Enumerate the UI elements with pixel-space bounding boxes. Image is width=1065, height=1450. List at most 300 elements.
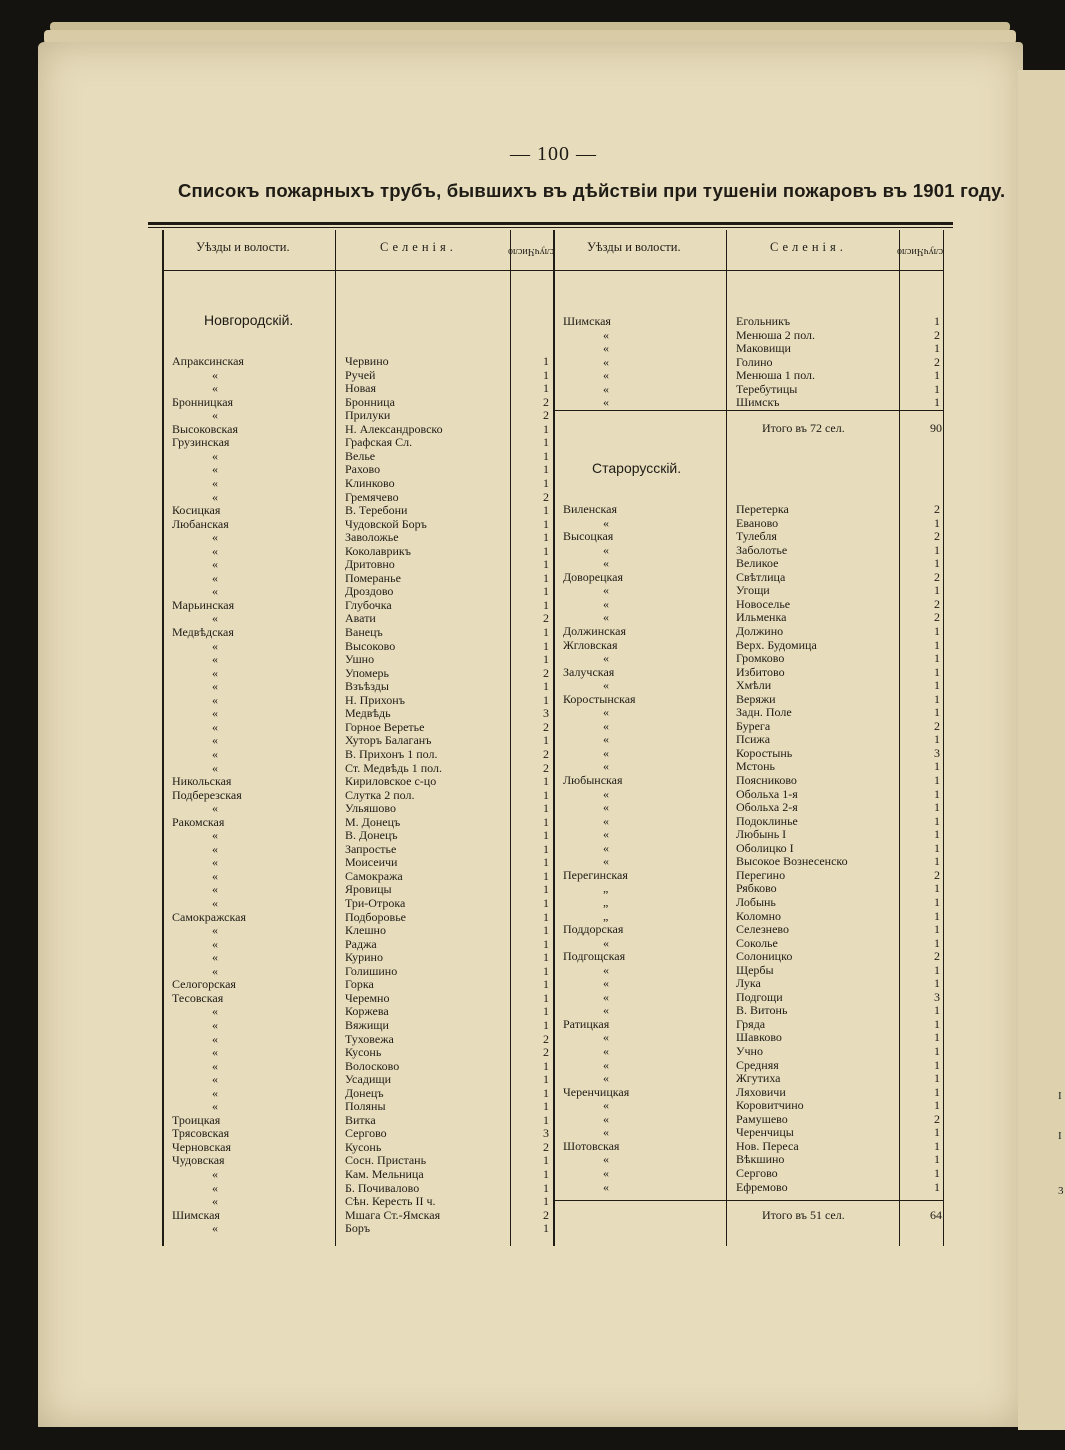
village-cell: Нов. Переса [736,1138,799,1153]
village-cell: М. Донецъ [345,814,401,829]
ditto-mark: « [212,733,218,748]
village-cell: Менюша 2 пол. [736,327,816,342]
count-cell: 1 [543,462,549,477]
district-cell: Шимская [172,1207,220,1222]
page-title: Списокъ пожарныхъ трубъ, бывшихъ въ дѣйствіи при тушеніи пожаровъ въ 1901 году. [178,180,1006,201]
ditto-mark: « [603,354,609,369]
ditto-mark: « [212,1099,218,1114]
village-cell: Лобынь [736,894,776,909]
count-cell: 1 [543,787,549,802]
table-border-right [943,230,944,1246]
ditto-mark: « [603,381,609,396]
village-cell: Заволожье [345,530,399,545]
ditto-mark: « [603,840,609,855]
village-cell: Ляховичи [736,1084,786,1099]
count-cell: 2 [543,408,549,423]
count-cell: 1 [934,759,940,774]
count-cell: 1 [934,381,940,396]
village-cell: Сергово [345,1126,387,1141]
ditto-mark: « [212,475,218,490]
ditto-mark: « [603,583,609,598]
village-cell: Запростье [345,841,397,856]
village-cell: Рябково [736,881,777,896]
ditto-mark: „ [603,908,609,923]
column-divider [899,230,900,1246]
ditto-mark: « [212,448,218,463]
count-cell: 1 [543,1004,549,1019]
ditto-mark: « [603,854,609,869]
village-cell: Верх. Будомица [736,637,817,652]
village-cell: Подгощи [736,989,783,1004]
ditto-mark: « [212,868,218,883]
village-cell: Раджа [345,936,377,951]
village-cell: Ульяшово [345,801,396,816]
count-cell: 1 [543,1017,549,1032]
count-cell: 1 [934,515,940,530]
village-cell: Коростынь [736,745,793,760]
village-cell: Бронница [345,394,395,409]
ditto-mark: « [212,1031,218,1046]
ditto-mark: « [212,557,218,572]
village-cell: Свѣтлица [736,569,786,584]
count-cell: 3 [934,989,940,1004]
total-value: 64 [930,1208,942,1222]
district-cell: Виленская [563,502,617,516]
count-cell: 1 [543,896,549,910]
count-cell: 1 [543,435,549,450]
count-cell: 1 [934,691,940,706]
village-cell: Дроздово [345,584,394,599]
count-cell: 1 [543,1085,549,1100]
village-cell: Боръ [345,1221,371,1236]
count-cell: 1 [934,854,940,869]
count-cell: 2 [543,746,549,761]
total-label: Итого въ 51 сел. [762,1208,845,1222]
village-cell: Коколаврикъ [345,543,411,558]
count-cell: 1 [934,1003,940,1018]
district-cell: Апраксинская [172,354,244,368]
count-cell: 2 [543,665,549,680]
count-cell: 1 [934,1071,940,1086]
count-cell: 2 [543,1031,549,1046]
count-cell: 2 [934,327,940,342]
count-cell: 1 [543,503,549,518]
village-cell: Курино [345,950,383,965]
village-cell: Н. Александровско [345,421,443,436]
village-cell: Псижа [736,732,771,747]
ditto-mark: « [603,395,609,410]
ditto-mark: « [212,1058,218,1073]
village-cell: Упомерь [345,665,390,680]
header-count-line2: случ. [532,245,554,257]
ditto-mark: « [212,828,218,843]
count-cell: 1 [543,855,549,870]
header-village: Селенія. [380,240,457,254]
district-cell: Шотовская [563,1138,620,1153]
count-cell: 1 [934,705,940,720]
ditto-mark: « [212,801,218,816]
village-cell: Сергово [736,1165,778,1180]
facing-page-edge [1018,70,1065,1430]
ditto-mark: « [603,1057,609,1072]
ditto-mark: « [212,719,218,734]
ditto-mark: « [212,381,218,396]
ditto-mark: « [603,800,609,815]
ditto-mark: « [212,679,218,694]
village-cell: Подоклинье [736,813,798,828]
ditto-mark: « [212,896,218,910]
village-cell: В. Витонь [736,1003,788,1018]
count-cell: 2 [934,867,940,882]
ditto-mark: « [603,556,609,571]
village-cell: Ушно [345,652,375,667]
count-cell: 1 [934,314,940,328]
district-cell: Черновская [172,1139,231,1154]
village-cell: Обольха 1-я [736,786,798,801]
ditto-mark: « [212,1072,218,1087]
ditto-mark: « [212,1004,218,1019]
count-cell: 1 [934,1179,940,1194]
village-cell: Перегино [736,867,786,882]
ditto-mark: « [212,855,218,870]
village-cell: Н. Прихонъ [345,692,405,707]
village-cell: Ефремово [736,1179,788,1194]
village-cell: Горное Веретье [345,719,425,734]
village-cell: Рахово [345,462,381,477]
village-cell: Бурега [736,718,771,733]
count-cell: 2 [934,529,940,544]
count-cell: 1 [543,543,549,558]
count-cell: 1 [934,786,940,801]
ditto-mark: « [603,1152,609,1167]
village-cell: Избитово [736,664,785,679]
district-cell: Никольская [172,774,232,789]
village-cell: Кусонь [345,1139,382,1154]
count-cell: 1 [934,894,940,909]
count-cell: 1 [934,1016,940,1031]
village-cell: Должино [736,623,784,638]
count-cell: 1 [543,841,549,856]
count-cell: 1 [543,354,549,368]
count-cell: 1 [934,800,940,815]
village-cell: Хмѣли [736,678,772,693]
count-cell: 1 [543,1153,549,1168]
count-cell: 2 [543,1045,549,1060]
district-cell: Поддорская [563,922,624,937]
count-cell: 1 [543,868,549,883]
village-cell: Менюша 1 пол. [736,368,816,383]
village-cell: Ст. Медвѣдь 1 пол. [345,760,442,775]
count-cell: 3 [543,706,549,721]
village-cell: Глубочка [345,597,392,612]
village-cell: Сокольe [736,935,778,950]
count-cell: 1 [543,936,549,951]
ditto-mark: « [603,759,609,774]
count-cell: 1 [934,1138,940,1153]
village-cell: Селезнево [736,922,790,937]
district-cell: Тесовская [172,990,224,1005]
count-cell: 1 [543,1112,549,1127]
header-count-line1: Число [507,245,535,257]
top-rule-thin [148,227,953,228]
village-cell: Сосн. Пристань [345,1153,427,1168]
count-cell: 1 [543,530,549,545]
count-cell: 2 [934,596,940,611]
village-cell: Коломно [736,908,782,923]
district-cell: Перегинская [563,867,628,882]
subtotal-rule [553,1200,943,1201]
section-heading: Новгородскій. [204,312,294,328]
village-cell: Кириловское с-цо [345,774,437,789]
village-cell: Любынь I [736,827,787,842]
count-cell: 1 [543,692,549,707]
count-cell: 1 [543,421,549,436]
count-cell: 1 [543,950,549,965]
village-cell: Червино [345,354,389,368]
village-cell: Горка [345,977,374,992]
count-cell: 1 [543,1058,549,1073]
village-cell: Волосково [345,1058,400,1073]
count-cell: 1 [543,801,549,816]
village-cell: Хуторъ Балаганъ [345,733,432,748]
ditto-mark: « [603,596,609,611]
village-cell: Кам. Мельница [345,1167,424,1181]
village-cell: Веряжи [736,691,776,706]
count-cell: 1 [543,367,549,382]
ditto-mark: « [603,678,609,693]
village-cell: Гремячево [345,489,399,504]
village-cell: Самокража [345,868,403,883]
ditto-mark: « [603,1165,609,1180]
ditto-mark: « [212,841,218,856]
village-cell: Прилуки [345,408,391,423]
district-cell: Марьинская [172,597,235,612]
district-cell: Высоцкая [563,529,614,544]
count-cell: 1 [543,475,549,490]
count-cell: 1 [543,774,549,789]
ditto-mark: « [212,1194,218,1209]
village-cell: Рамушево [736,1111,788,1126]
village-cell: Мстонь [736,759,775,774]
ditto-mark: « [603,368,609,383]
count-cell: 1 [543,652,549,667]
count-cell: 1 [934,840,940,855]
village-cell: Обольха 2-я [736,800,798,815]
ditto-mark: « [212,746,218,761]
village-cell: В. Прихонъ 1 пол. [345,746,438,761]
district-cell: Косицкая [172,503,221,518]
district-cell: Ратицкая [563,1016,610,1031]
count-cell: 1 [543,977,549,992]
header-village: Селенія. [770,240,847,254]
count-cell: 1 [543,638,549,653]
village-cell: Громково [736,651,785,666]
village-cell: Высокое Вознесенско [736,854,848,869]
village-cell: Жгутиха [736,1071,781,1086]
count-cell: 1 [934,1030,940,1045]
ditto-mark: « [212,530,218,545]
count-cell: 1 [934,1165,940,1180]
district-cell: Троицкая [172,1112,221,1127]
count-cell: 1 [934,976,940,991]
ditto-mark: « [212,570,218,585]
ditto-mark: « [603,327,609,342]
count-cell: 1 [934,651,940,666]
ditto-mark: « [603,705,609,720]
village-cell: Оболицко I [736,840,794,855]
count-cell: 1 [543,1180,549,1195]
count-cell: 1 [543,1221,549,1236]
ditto-mark: « [212,1085,218,1100]
ditto-mark: « [603,1003,609,1018]
district-cell: Ракомская [172,814,225,829]
village-cell: Перетерка [736,502,789,516]
ditto-mark: « [603,1098,609,1113]
count-cell: 1 [543,882,549,897]
village-cell: Еваново [736,515,779,530]
ditto-mark: « [212,665,218,680]
village-cell: Моисеичи [345,855,398,870]
district-cell: Залучская [563,664,615,679]
count-cell: 1 [934,368,940,383]
ditto-mark: « [212,1180,218,1195]
ditto-mark: « [212,706,218,721]
village-cell: Коровитчино [736,1098,804,1113]
ditto-mark: « [212,638,218,653]
village-cell: В. Теребони [345,503,408,518]
count-cell: 1 [543,625,549,639]
total-label: Итого въ 72 сел. [762,421,845,435]
district-cell: Любынская [563,773,623,787]
count-cell: 1 [934,1084,940,1099]
village-cell: Поясниково [736,773,797,787]
district-cell: Доворецкая [563,569,624,584]
village-cell: Донецъ [345,1085,384,1100]
count-cell: 1 [934,935,940,950]
ditto-mark: « [603,1044,609,1058]
count-cell: 1 [543,828,549,843]
column-divider [726,230,727,1246]
subtotal-rule [553,410,943,411]
count-cell: 1 [543,990,549,1005]
village-cell: Коржева [345,1004,389,1019]
village-cell: Лука [736,976,761,991]
district-cell: Подгощская [563,949,626,964]
count-cell: 1 [543,1194,549,1209]
count-cell: 1 [934,395,940,410]
village-cell: Задн. Поле [736,705,792,720]
village-cell: Голишино [345,963,398,978]
district-cell: Чудовская [172,1153,225,1168]
count-cell: 1 [543,733,549,748]
count-cell: 1 [934,1152,940,1167]
village-cell: Угощи [736,583,770,598]
ditto-mark: « [603,542,609,557]
village-cell: Клинково [345,475,395,490]
ditto-mark: « [603,935,609,950]
ditto-mark: „ [603,894,609,909]
village-cell: В. Донецъ [345,828,398,843]
count-cell: 1 [934,1044,940,1058]
village-cell: Померанье [345,570,401,585]
village-cell: Туховежа [345,1031,394,1046]
count-cell: 1 [934,881,940,896]
count-cell: 1 [543,679,549,694]
village-cell: Дритовно [345,557,395,572]
village-cell: Клешно [345,923,386,938]
page-number: — 100 — [510,143,597,165]
village-cell: Кусонь [345,1045,382,1060]
village-cell: Слутка 2 пол. [345,787,415,802]
count-cell: 1 [934,922,940,937]
count-cell: 1 [543,1099,549,1114]
district-cell: Жгловская [563,637,618,652]
count-cell: 1 [543,584,549,599]
village-cell: Витка [345,1112,376,1127]
ditto-mark: « [212,611,218,626]
count-cell: 2 [543,1139,549,1154]
village-cell: Поляны [345,1099,386,1114]
village-cell: Новоселье [736,596,791,611]
village-cell: Взъѣзды [345,679,389,694]
ditto-mark: « [212,652,218,667]
count-cell: 2 [543,1207,549,1222]
ditto-mark: « [212,462,218,477]
ditto-mark: « [603,976,609,991]
village-cell: Тулебля [736,529,777,544]
village-cell: Авати [345,611,376,626]
count-cell: 2 [934,949,940,964]
count-cell: 3 [543,1126,549,1141]
ditto-mark: « [212,936,218,951]
header-count [896,232,943,270]
count-cell: 1 [934,1125,940,1140]
count-cell: 1 [934,678,940,693]
column-divider [510,230,511,1246]
village-cell: Заболотье [736,542,788,557]
village-cell: Маковищи [736,341,791,356]
section-heading: Старорусскій. [592,460,682,476]
village-cell: Учно [736,1044,763,1058]
village-cell: Три-Отрока [345,896,406,910]
village-cell: Высоково [345,638,396,653]
ditto-mark: « [212,367,218,382]
count-cell: 2 [934,354,940,369]
village-cell: Яровицы [345,882,392,897]
district-cell: Высоковская [172,421,239,436]
count-cell: 2 [934,1111,940,1126]
district-cell: Черенчицкая [563,1084,630,1099]
ditto-mark: « [212,923,218,938]
ditto-mark: « [603,745,609,760]
ditto-mark: « [603,1071,609,1086]
village-cell: Мшага Ст.-Ямская [345,1207,441,1222]
ditto-mark: « [212,543,218,558]
header-rule [162,270,944,271]
count-cell: 1 [934,1098,940,1113]
ditto-mark: « [603,1030,609,1045]
ditto-mark: « [603,813,609,828]
ditto-mark: « [603,651,609,666]
village-cell: Шавково [736,1030,782,1045]
district-cell: Подберезская [172,787,242,802]
village-cell: Черемно [345,990,390,1005]
count-cell: 2 [934,718,940,733]
ditto-mark: « [212,760,218,775]
district-cell: Должинская [563,623,626,638]
district-cell: Грузинская [172,435,230,450]
ditto-mark: « [212,692,218,707]
